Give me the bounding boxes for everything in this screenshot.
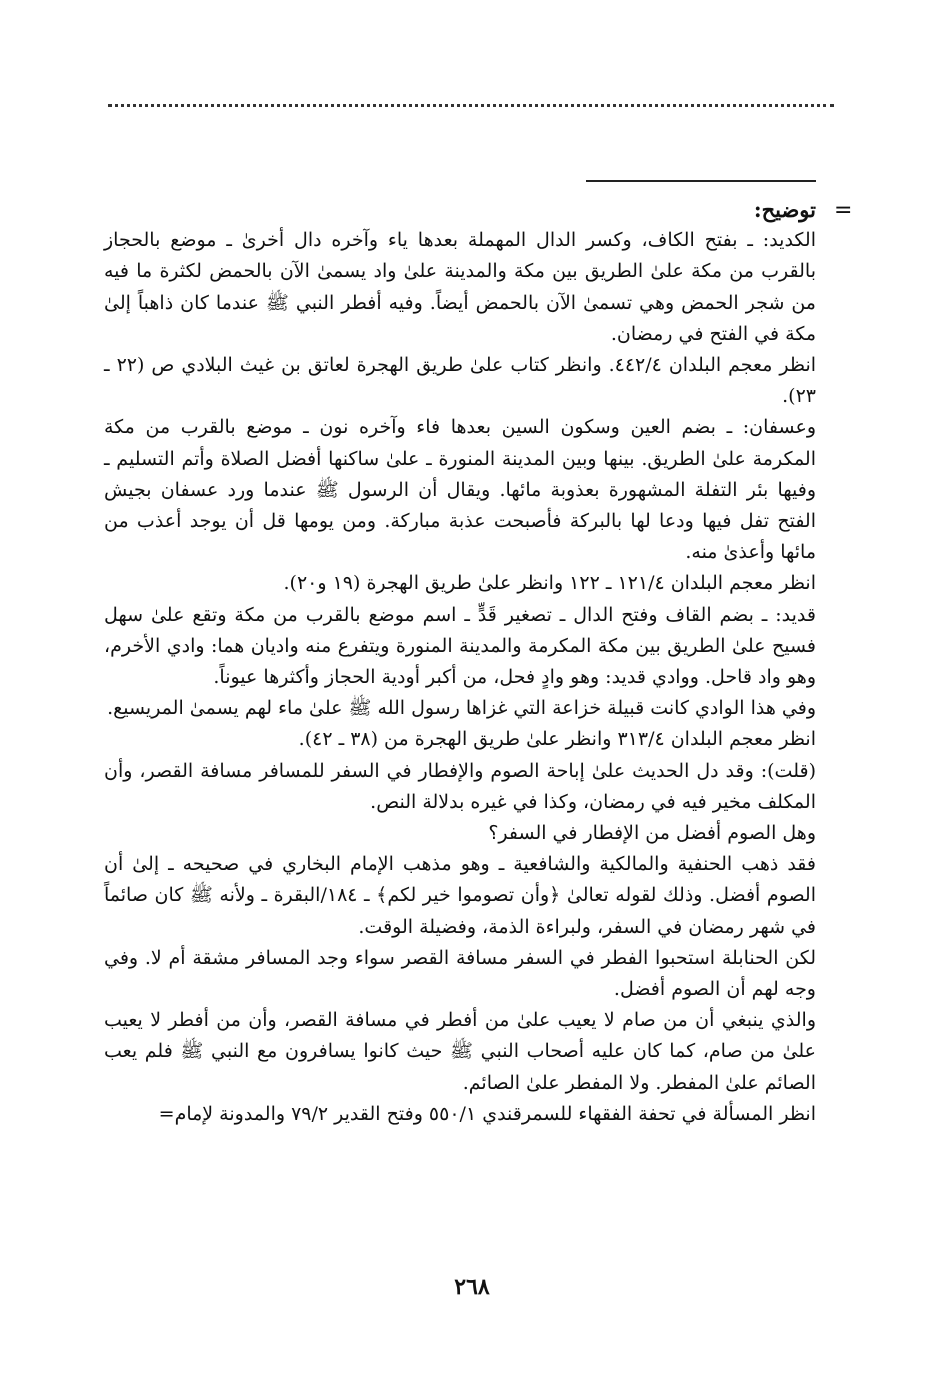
paragraph-hanabila: لكن الحنابلة استحبوا الفطر في السفر مسافة القصر سواء وجد المسافر مشقة أم لا. وفي وجه لهم أن الصوم أفضل.: [104, 946, 816, 1001]
section-heading: توضيح:: [753, 197, 816, 222]
paragraph-ref-final: انظر المسألة في تحفة الفقهاء للسمرقندي ٥٥٠/١ وفتح القدير ٧٩/٢ والمدونة لإمام=: [158, 1102, 816, 1125]
paragraph-ref-kadid: انظر معجم البلدان ٤٤٢/٤. وانظر كتاب علىٰ طريق الهجرة لعاتق بن غيث البلادي ص (٢٢ ـ ٢٣).: [104, 354, 817, 408]
footnote-rule: [586, 180, 816, 182]
dotted-separator: [108, 104, 834, 115]
paragraph-ref-qudaid: انظر معجم البلدان ٣١٣/٤ وانظر علىٰ طريق الهجرة من (٣٨ ـ ٤٢).: [298, 728, 816, 751]
paragraph-qudaid: قديد: ـ بضم القاف وفتح الدال ـ تصغير قَدٍّ ـ اسم موضع بالقرب من مكة وتقع علىٰ سهل فسيح علىٰ الطريق بين مكة المكرمة والمدينة المنورة ويتفرع منه واديان هما: وادي الأخرم، وهو واد قاحل. ووادي قديد: وهو وادٍ فحل، من أكبر أودية الحجاز وأكثرها عيوناً.: [104, 603, 816, 689]
page-number: ٢٦٨: [454, 1274, 490, 1300]
continuation-mark: =: [834, 198, 853, 223]
paragraph-question: وهل الصوم أفضل من الإفطار في السفر؟: [488, 822, 816, 845]
paragraph-khuzaa: وفي هذا الوادي كانت قبيلة خزاعة التي غزاها رسول الله ﷺ علىٰ ماء لهم يسمىٰ المريسيع.: [107, 697, 816, 720]
paragraph-conclusion: والذي ينبغي أن من صام لا يعيب علىٰ من أفطر في مسافة القصر، وأن من أفطر لا يعيب علىٰ من صام، كما كان عليه أصحاب النبي ﷺ حيث كانوا يسافرون مع النبي ﷺ فلم يعب الصائم علىٰ المفطر. ولا المفطر علىٰ الصائم.: [104, 1009, 816, 1094]
paragraph-qultu: (قلت): وقد دل الحديث علىٰ إباحة الصوم والإفطار في السفر للمسافر مسافة القصر، وأن المكلف مخير فيه في رمضان، وكذا في غيره بدلالة النص.: [104, 759, 816, 813]
paragraph-kadid: الكديد: ـ بفتح الكاف، وكسر الدال المهملة بعدها ياء وآخره دال أخرىٰ ـ موضع بالحجاز بالقرب من مكة علىٰ الطريق بين مكة والمدينة علىٰ واد يسمىٰ الآن بالحمض لكثرة ما فيه من شجر الحمض وهي تسمىٰ الآن بالحمض أيضاً. وفيه أفطر النبي ﷺ عندما كان ذاهباً إلىٰ مكة في الفتح في رمضان.: [104, 229, 816, 345]
paragraph-usfan: وعسفان: ـ بضم العين وسكون السين بعدها فاء وآخره نون ـ موضع بالقرب من مكة المكرمة علىٰ الطريق. بينها وبين المدينة المنورة ـ علىٰ ساكنها أفضل الصلاة وأتم التسليم ـ وفيها بئر التفلة المشهورة بعذوبة مائها. ويقال أن الرسول ﷺ عندما ورد عسفان بجيش الفتح تفل فيها ودعا لها بالبركة فأصبحت عذبة مباركة. ومن يومها قل أن يوجد أعذب من مائها وأعذىٰ منه.: [104, 416, 816, 564]
footnote-body: [104, 194, 816, 1130]
paragraph-ref-usfan: انظر معجم البلدان ١٢١/٤ ـ ١٢٢ وانظر علىٰ طريق الهجرة (١٩ و٢٠).: [283, 572, 816, 595]
paragraph-madhhabs: فقد ذهب الحنفية والمالكية والشافعية ـ وهو مذهب الإمام البخاري في صحيحه ـ إلىٰ أن الصوم أفضل. وذلك لقوله تعالىٰ ﴿وأن تصوموا خير لكم﴾ ـ ١٨٤/البقرة ـ ولأنه ﷺ كان صائماً في شهر رمضان في السفر، ولبراءة الذمة، وفضيلة الوقت.: [104, 853, 816, 938]
